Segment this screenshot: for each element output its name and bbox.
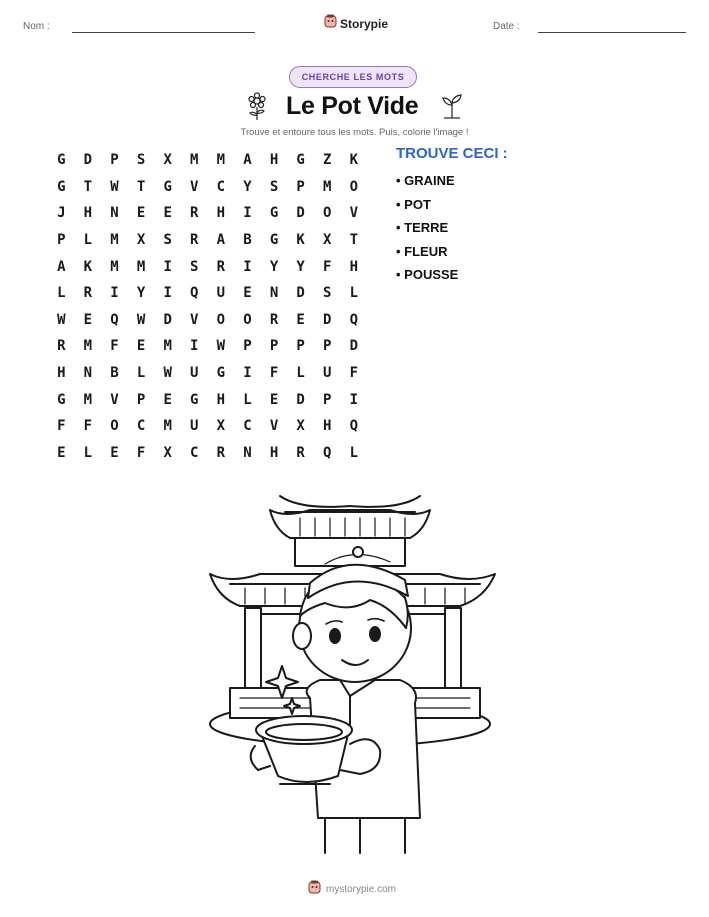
grid-cell[interactable]: C [136,418,146,435]
grid-cell[interactable]: Q [323,444,332,461]
boy-with-empty-pot-illustration [200,488,510,863]
grid-cell[interactable]: R [83,285,93,302]
grid-cell[interactable]: L [349,444,359,461]
grid-cell[interactable]: Q [349,311,359,328]
grid-cell[interactable]: F [110,338,119,355]
grid-cell[interactable]: G [57,391,66,408]
grid-cell[interactable]: K [83,258,93,275]
grid-row [48,253,367,280]
grid-cell[interactable]: L [296,365,305,382]
grid-cell[interactable]: R [269,311,279,328]
grid-cell[interactable]: O [243,311,252,328]
grid-cell[interactable]: D [296,391,305,408]
grid-cell[interactable]: I [110,285,119,302]
grid-cell[interactable]: P [323,391,332,408]
grid-cell[interactable]: S [136,152,146,169]
grid-row [48,200,367,227]
grid-cell[interactable]: X [136,232,146,249]
brand [324,14,388,33]
grid-cell[interactable]: Y [269,258,279,275]
grid-cell[interactable]: W [110,178,119,195]
grid-row [48,413,367,440]
grid-cell[interactable]: G [269,205,279,222]
grid-cell[interactable]: N [83,365,93,382]
grid-cell[interactable]: E [110,444,119,461]
grid-cell[interactable]: S [163,232,172,249]
grid-cell[interactable]: I [243,205,252,222]
name-field[interactable] [72,32,255,33]
grid-row [48,307,367,334]
grid-cell[interactable]: V [269,418,279,435]
storypie-logo-icon [324,14,337,33]
grid-cell[interactable]: Q [110,311,119,328]
grid-cell[interactable]: S [323,285,332,302]
grid-cell[interactable]: M [136,258,146,275]
instructions: Trouve et entoure tous les mots. Puis, colorie l'image ! [240,127,469,138]
grid-cell[interactable]: G [269,232,279,249]
grid-cell[interactable]: Y [243,178,252,195]
grid-cell[interactable]: E [296,311,305,328]
grid-row [48,333,367,360]
grid-cell[interactable]: P [243,338,252,355]
grid-cell[interactable]: W [216,338,226,355]
grid-cell[interactable]: H [269,444,279,461]
grid-cell[interactable]: S [269,178,279,195]
grid-cell[interactable]: N [110,205,119,222]
page-title: Le Pot Vide [286,92,419,120]
grid-cell[interactable]: I [243,365,252,382]
grid-cell[interactable]: G [57,152,66,169]
grid-cell[interactable]: U [190,418,199,435]
grid-cell[interactable]: O [110,418,119,435]
grid-cell[interactable]: I [190,338,199,355]
grid-row [48,147,367,174]
grid-cell[interactable]: L [83,444,93,461]
grid-cell[interactable]: L [136,365,146,382]
grid-row [48,360,367,387]
grid-cell[interactable]: X [163,152,172,169]
grid-cell[interactable]: R [216,258,226,275]
grid-cell[interactable]: Q [190,285,199,302]
grid-cell[interactable]: N [269,285,279,302]
grid-cell[interactable]: E [136,205,146,222]
grid-cell[interactable]: F [57,418,66,435]
grid-cell[interactable]: M [163,418,172,435]
grid-cell[interactable]: X [296,418,305,435]
footer [308,880,396,899]
grid-cell[interactable]: R [296,444,305,461]
grid-cell[interactable]: S [190,258,199,275]
grid-cell[interactable]: P [57,232,66,249]
grid-cell[interactable]: T [349,232,359,249]
grid-cell[interactable]: D [163,311,172,328]
grid-cell[interactable]: N [243,444,252,461]
grid-cell[interactable]: G [190,391,199,408]
grid-cell[interactable]: U [190,365,199,382]
grid-cell[interactable]: P [110,152,119,169]
grid-cell[interactable]: O [216,311,226,328]
grid-cell[interactable]: M [323,178,332,195]
grid-cell[interactable]: H [57,365,66,382]
grid-cell[interactable]: T [136,178,146,195]
grid-cell[interactable]: P [323,338,332,355]
grid-row [48,386,367,413]
grid-cell[interactable]: M [110,258,119,275]
word-item: • POT [396,196,431,212]
grid-cell[interactable]: R [190,205,199,222]
grid-cell[interactable]: K [296,232,305,249]
grid-cell[interactable]: P [136,391,146,408]
grid-cell[interactable]: H [269,152,279,169]
word-list-title: TROUVE CECI : [396,145,508,162]
grid-cell[interactable]: E [163,205,172,222]
grid-cell[interactable]: R [190,232,199,249]
word-item: • POUSSE [396,267,459,282]
grid-cell[interactable]: D [83,152,93,169]
grid-cell[interactable]: R [57,338,66,355]
grid-cell[interactable]: I [163,285,172,302]
grid-cell[interactable]: F [136,444,146,461]
grid-cell[interactable]: M [163,338,172,355]
grid-cell[interactable]: W [136,311,146,328]
grid-cell[interactable]: M [83,338,93,355]
brand-name: Storypie [340,16,389,31]
flower-icon [245,92,269,127]
grid-cell[interactable]: D [349,338,359,355]
grid-cell[interactable]: R [216,444,226,461]
grid-cell[interactable]: D [323,311,332,328]
grid-cell[interactable]: E [83,311,93,328]
date-label: Date : [493,21,520,32]
word-item: • FLEUR [396,243,448,259]
grid-cell[interactable]: A [57,258,66,275]
grid-cell[interactable]: X [216,418,226,435]
grid-cell[interactable]: V [110,391,119,408]
grid-cell[interactable]: G [57,178,66,195]
grid-cell[interactable]: H [323,418,332,435]
grid-row [48,440,367,467]
grid-cell[interactable]: I [349,391,359,408]
grid-cell[interactable]: P [269,338,279,355]
grid-cell[interactable]: E [136,338,146,355]
grid-cell[interactable]: I [243,258,252,275]
grid-cell[interactable]: H [349,258,359,275]
grid-cell[interactable]: A [243,152,252,169]
grid-cell[interactable]: E [163,391,172,408]
grid-cell[interactable]: U [216,285,226,302]
grid-cell[interactable]: H [216,205,226,222]
grid-cell[interactable]: D [296,285,305,302]
grid-cell[interactable]: Z [323,152,332,169]
grid-cell[interactable]: U [323,365,332,382]
grid-cell[interactable]: M [83,391,93,408]
grid-cell[interactable]: L [57,285,66,302]
grid-cell[interactable]: J [57,205,66,222]
name-label: Nom : [23,21,50,32]
grid-cell[interactable]: L [349,285,359,302]
footer-url[interactable]: mystorypie.com [326,884,397,895]
grid-cell[interactable]: K [349,152,359,169]
grid-cell[interactable]: Y [296,258,305,275]
grid-cell[interactable]: C [243,418,252,435]
word-search-grid[interactable] [48,147,367,466]
grid-cell[interactable]: M [190,152,199,169]
grid-cell[interactable]: D [296,205,305,222]
grid-cell[interactable]: H [216,391,226,408]
grid-cell[interactable]: Y [136,285,146,302]
grid-cell[interactable]: F [269,365,279,382]
grid-row [48,280,367,307]
grid-cell[interactable]: L [243,391,252,408]
grid-cell[interactable]: X [323,232,332,249]
grid-cell[interactable]: G [216,365,226,382]
grid-cell[interactable]: M [216,152,226,169]
word-list [396,172,458,290]
grid-cell[interactable]: I [163,258,172,275]
grid-cell[interactable]: P [296,338,305,355]
sprout-icon [440,93,464,124]
grid-cell[interactable]: C [190,444,199,461]
storypie-logo-icon [308,880,321,899]
grid-cell[interactable]: G [296,152,305,169]
grid-cell[interactable]: C [216,178,226,195]
grid-cell[interactable]: F [323,258,332,275]
grid-cell[interactable]: H [83,205,93,222]
grid-cell[interactable]: B [110,365,119,382]
grid-cell[interactable]: W [57,311,66,328]
date-field[interactable] [538,32,686,33]
grid-cell[interactable]: Q [349,418,359,435]
activity-badge: CHERCHE LES MOTS [289,66,417,88]
grid-cell[interactable]: L [83,232,93,249]
grid-cell[interactable]: V [190,311,199,328]
word-item: • GRAINE [396,173,455,188]
grid-row [48,227,367,254]
grid-cell[interactable]: T [83,178,93,195]
grid-cell[interactable]: V [190,178,199,195]
grid-cell[interactable]: P [296,178,305,195]
grid-cell[interactable]: F [83,418,93,435]
grid-cell[interactable]: O [349,178,359,195]
grid-cell[interactable]: V [349,205,359,222]
grid-cell[interactable]: E [57,444,66,461]
grid-cell[interactable]: E [269,391,279,408]
grid-cell[interactable]: E [243,285,252,302]
grid-cell[interactable]: F [349,365,359,382]
grid-cell[interactable]: O [323,205,332,222]
grid-cell[interactable]: G [163,178,172,195]
grid-row [48,174,367,201]
grid-cell[interactable]: B [243,232,252,249]
grid-cell[interactable]: A [216,232,226,249]
grid-cell[interactable]: X [163,444,172,461]
word-item: • TERRE [396,220,449,235]
grid-cell[interactable]: M [110,232,119,249]
grid-cell[interactable]: W [163,365,172,382]
